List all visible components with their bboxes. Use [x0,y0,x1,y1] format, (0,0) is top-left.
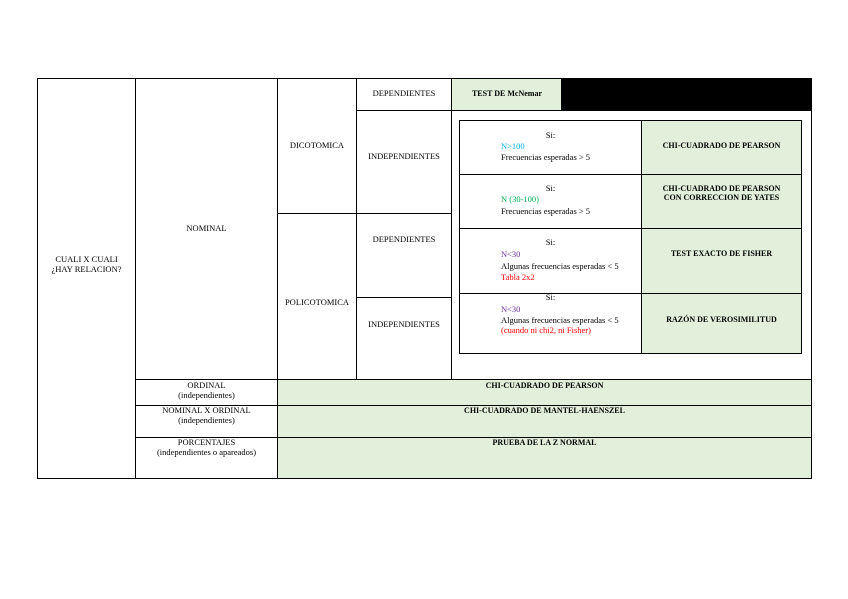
condition-2-freq: Frecuencias esperadas > 5 [501,206,591,216]
black-cell-1 [562,78,681,110]
porcentajes-label-sub: (independientes o apareados) [156,446,257,457]
condition-1-si: Si: [545,130,556,140]
condition-3-si: Si: [545,237,556,247]
independientes-label-1: INDEPENDIENTES [368,151,440,161]
row-line-nominal-bottom [135,379,812,380]
row-line-dep2-bottom [356,297,452,298]
condition-3-freq: Algunas frecuencias esperadas < 5 [501,261,619,271]
condition-2-test-line1: CHI-CUADRADO DE PEARSON [662,184,781,193]
conditions-row-line-2 [459,228,802,229]
independientes-label-2: INDEPENDIENTES [368,319,440,329]
nominal-ordinal-label [136,406,277,426]
condition-3-note: Tabla 2x2 [501,272,535,282]
condition-3-n: N<30 [501,249,521,259]
condition-4-n: N<30 [501,304,521,314]
porcentajes-label [136,438,277,458]
condition-3-test: TEST EXACTO DE FISHER [670,249,773,258]
ordinal-label [136,381,277,401]
condition-4-note: (cuando ni chi2, ni Fisher) [501,325,591,335]
condition-2-test-line2: CON CORRECCION DE YATES [663,193,780,203]
condition-1-test: CHI-CUADRADO DE PEARSON [662,141,781,150]
ordinal-label-main: ORDINAL [187,380,226,390]
z-test: PRUEBA DE LA Z NORMAL [492,438,597,447]
porcentajes-label-main: PORCENTAJES [177,437,236,447]
condition-2-n: N (30-100) [501,194,540,204]
col-divider-3 [356,78,357,379]
policotomica-label: POLICOTOMICA [284,297,350,307]
table-right-border [811,78,812,479]
condition-2-test [642,184,801,202]
dependientes-label-1: DEPENDIENTES [372,88,436,98]
ordinal-label-sub: (independientes) [178,389,235,400]
nominal-label: NOMINAL [186,223,227,233]
conditions-row-line-1 [459,174,802,175]
row-line-dicotomica-bottom [277,213,452,214]
dicotomica-label: DICOTOMICA [289,140,345,150]
mantel-test: CHI-CUADRADO DE MANTEL-HAENSZEL [464,406,625,415]
nominal-ordinal-label-main: NOMINAL X ORDINAL [162,405,251,415]
col-divider-4 [451,78,452,379]
condition-4-si: Si: [545,292,556,302]
row-line-dep1-bottom [356,110,812,111]
condition-1-freq: Frecuencias esperadas > 5 [501,152,591,162]
table-top-border [37,78,812,79]
mcnemar-label: TEST DE McNemar [471,89,543,98]
dependientes-label-2: DEPENDIENTES [372,234,436,244]
condition-1-n: N>100 [501,141,525,151]
table-bottom-border [37,478,812,479]
col-divider-2 [277,78,278,479]
ordinal-test: CHI-CUADRADO DE PEARSON [485,381,604,390]
main-label-line2: ¿HAY RELACION? [51,263,122,274]
main-label [38,255,135,275]
table-left-border [37,78,38,479]
nominal-ordinal-label-sub: (independientes) [178,414,235,425]
black-cell-2 [681,78,811,110]
condition-4-freq: Algunas frecuencias esperadas < 5 [501,315,619,325]
main-label-line1: CUALI X CUALI [55,254,118,264]
condition-2-si: Si: [545,183,556,193]
condition-4-test: RAZÓN DE VEROSIMILITUD [666,315,777,324]
